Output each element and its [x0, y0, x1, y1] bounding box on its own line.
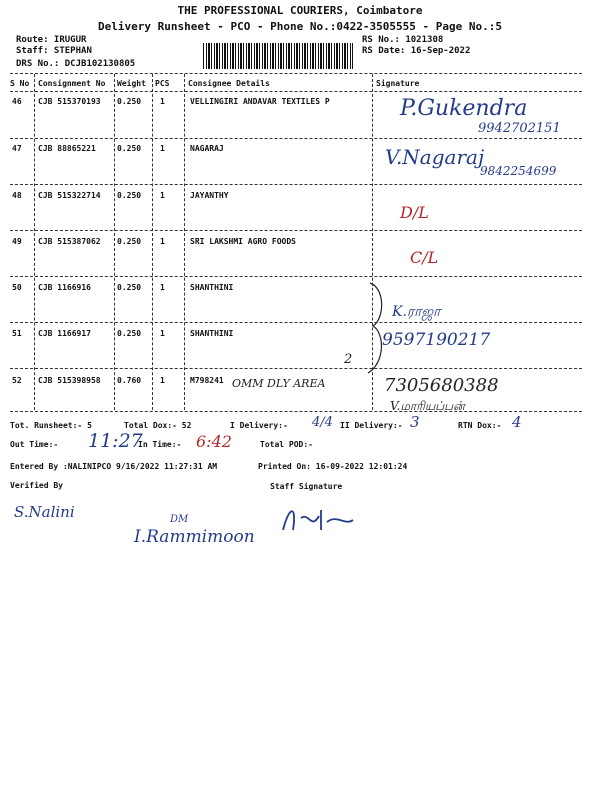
staff-signature-label: Staff Signature	[270, 482, 343, 491]
table-row-weight: 0.760	[117, 376, 142, 385]
phone-47: 9842254699	[480, 164, 557, 178]
table-row-sno: 47	[12, 144, 22, 153]
col-consignee: Consignee Details	[188, 79, 270, 88]
table-row-consignee: SHANTHINI	[190, 329, 234, 338]
drs-barcode	[203, 43, 353, 69]
col-weight: Weight	[117, 79, 146, 88]
phone-51: 9597190217	[382, 330, 491, 350]
table-row-pcs: 1	[160, 237, 165, 246]
table-row-pcs: 1	[160, 376, 165, 385]
table-row-sno: 51	[12, 329, 22, 338]
verified-by-label: Verified By	[10, 481, 63, 490]
table-row-pcs: 1	[160, 191, 165, 200]
table-row-consignment: CJB 515370193	[38, 97, 101, 106]
staff-signature-name: I.Rammimoon	[134, 527, 255, 547]
rtn-dox-value: 4	[512, 413, 522, 431]
dm-note: DM	[170, 514, 189, 525]
table-row-weight: 0.250	[117, 283, 142, 292]
col-sno: S No	[10, 79, 30, 88]
runsheet-subtitle: Delivery Runsheet - PCO - Phone No.:0422-3505555 - Page No.:5	[98, 20, 502, 33]
rtn-dox-label: RTN Dox:-	[458, 421, 502, 430]
table-row-weight: 0.250	[117, 144, 142, 153]
in-time-value: 6:42	[196, 432, 232, 451]
staff-signature-scribble	[275, 500, 355, 540]
col-signature: Signature	[376, 79, 420, 88]
ii-delivery-label: II Delivery:-	[340, 421, 403, 430]
row-divider	[10, 368, 582, 369]
table-row-consignment: CJB 1166916	[38, 283, 91, 292]
col-consignment: Consignment No	[38, 79, 106, 88]
i-delivery-label: I Delivery:-	[230, 421, 288, 430]
route-label: Route: IRUGUR	[16, 35, 87, 45]
table-row-pcs: 1	[160, 97, 165, 106]
out-time-label: Out Time:-	[10, 440, 59, 449]
in-time-label: In Time:-	[138, 440, 182, 449]
table-row-consignee: VELLINGIRI ANDAVAR TEXTILES P	[190, 97, 330, 106]
rs-date: RS Date: 16-Sep-2022	[362, 46, 471, 56]
printed-on: Printed On: 16-09-2022 12:01:24	[258, 462, 408, 471]
table-row-consignee: SRI LAKSHMI AGRO FOODS	[190, 237, 296, 246]
table-row-weight: 0.250	[117, 329, 142, 338]
staff-label: Staff: STEPHAN	[16, 46, 92, 56]
table-row-consignee: NAGARAJ	[190, 144, 224, 153]
table-row-consignee: M798241	[190, 376, 224, 385]
note-52: OMM DLY AREA	[232, 377, 326, 390]
table-row-sno: 49	[12, 237, 22, 246]
table-row-pcs: 1	[160, 283, 165, 292]
table-row-consignment: CJB 515398958	[38, 376, 101, 385]
tot-runsheet: Tot. Runsheet:- 5	[10, 421, 92, 430]
table-header-rule	[10, 91, 582, 92]
row-divider	[10, 276, 582, 277]
total-pod-label: Total POD:-	[260, 440, 313, 449]
phone-46: 9942702151	[478, 121, 561, 136]
col-pcs: PCS	[155, 79, 170, 88]
col-sep	[184, 74, 185, 410]
signature-49: C/L	[410, 248, 439, 267]
out-time-value: 11:27	[88, 430, 143, 452]
table-row-pcs: 1	[160, 329, 165, 338]
signature-48: D/L	[400, 203, 429, 222]
signature-46: P.Gukendra	[400, 96, 528, 121]
table-row-weight: 0.250	[117, 237, 142, 246]
row-divider	[10, 322, 582, 323]
table-row-sno: 48	[12, 191, 22, 200]
table-row-pcs: 1	[160, 144, 165, 153]
row-divider	[10, 184, 582, 185]
table-row-consignment: CJB 515322714	[38, 191, 101, 200]
col-sep	[114, 74, 115, 410]
table-row-consignment: CJB 515387062	[38, 237, 101, 246]
company-title: THE PROFESSIONAL COURIERS, Coimbatore	[177, 4, 423, 17]
rs-no: RS No.: 1021308	[362, 35, 444, 45]
table-row-consignee: SHANTHINI	[190, 283, 234, 292]
table-row-consignee: JAYANTHY	[190, 191, 229, 200]
signature-50: K.ராஜா	[392, 304, 441, 320]
col-sep	[34, 74, 35, 410]
table-row-sno: 50	[12, 283, 22, 292]
row-divider	[10, 138, 582, 139]
table-row-consignment: CJB 88865221	[38, 144, 96, 153]
ii-delivery-value: 3	[410, 413, 420, 431]
row-divider	[10, 230, 582, 231]
phone-52: 7305680388	[384, 375, 499, 396]
signature-52: V.மாரியப்பன்	[390, 399, 465, 413]
table-row-consignment: CJB 1166917	[38, 329, 91, 338]
table-row-weight: 0.250	[117, 191, 142, 200]
col-sep	[152, 74, 153, 410]
table-row-weight: 0.250	[117, 97, 142, 106]
table-row-sno: 52	[12, 376, 22, 385]
table-top-rule	[10, 73, 582, 74]
entered-by: Entered By :NALINIPCO 9/16/2022 11:27:31 AM	[10, 462, 218, 471]
total-dox: Total Dox:- 52	[124, 421, 192, 430]
signature-47: V.Nagaraj	[385, 145, 485, 169]
verifier-signature: S.Nalini	[14, 503, 75, 521]
table-row-sno: 46	[12, 97, 22, 106]
i-delivery-value: 4/4	[312, 415, 333, 430]
mark-51: 2	[344, 352, 353, 367]
drs-label: DRS No.: DCJB102130805	[16, 59, 136, 69]
table-bottom-rule	[10, 411, 582, 412]
